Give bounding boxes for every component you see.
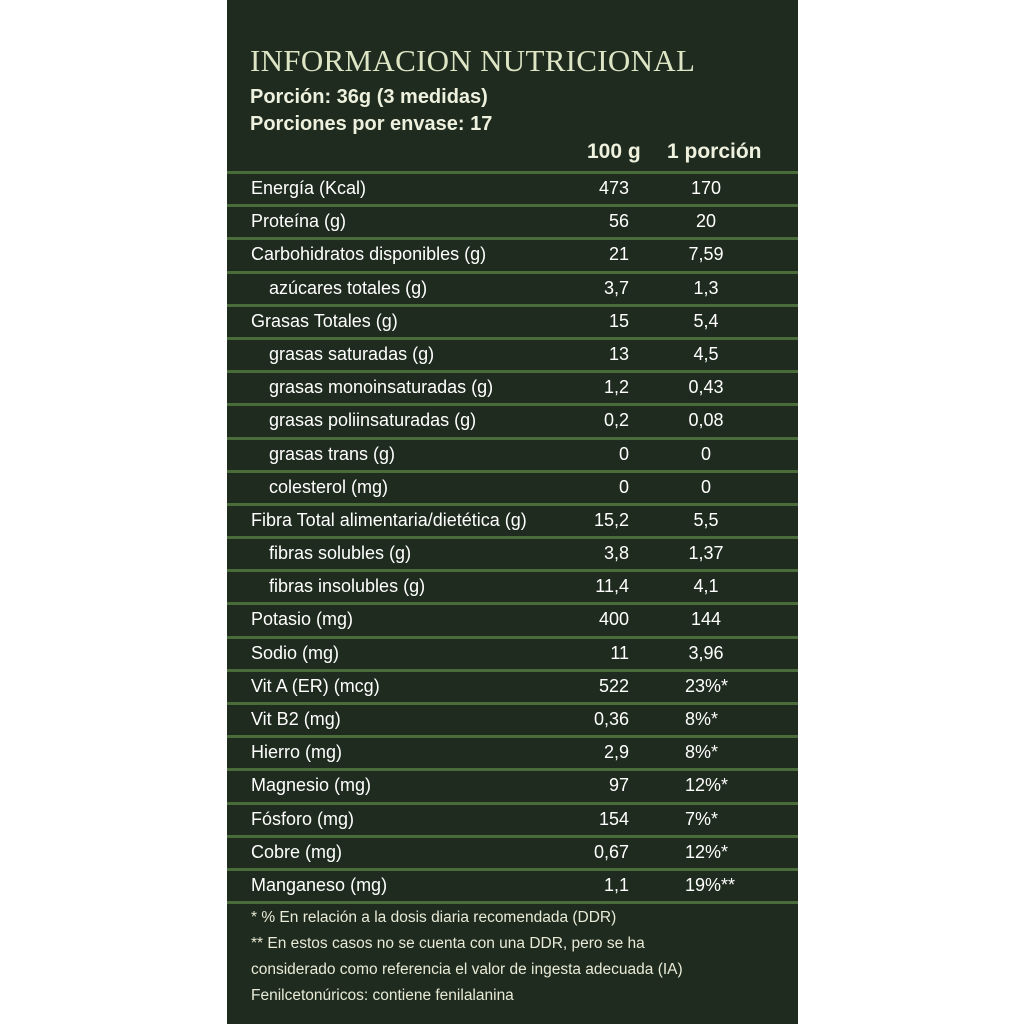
table-row	[227, 569, 798, 602]
table-row	[227, 237, 798, 270]
value-per-portion: 0,43	[688, 377, 724, 398]
value-per-portion: 7%*	[685, 808, 719, 829]
table-row	[227, 536, 798, 569]
value-per-portion: 8%*	[685, 742, 719, 763]
footnote-ia-2: considerado como referencia el valor de ingesta adecuada (IA)	[251, 961, 683, 978]
column-header-portion: 1 porción	[667, 140, 762, 163]
nutrient-label: Fósforo (mg)	[251, 808, 355, 829]
value-per-portion: 4,5	[693, 343, 719, 364]
value-per-portion: 23%*	[685, 675, 729, 696]
nutrient-label: Potasio (mg)	[251, 609, 354, 630]
nutrient-label: Carbohidratos disponibles (g)	[251, 244, 487, 265]
value-per-100g: 0,36	[593, 709, 629, 729]
value-per-portion: 19%**	[685, 874, 736, 895]
value-per-portion: 0,08	[688, 410, 724, 431]
value-per-portion: 12%*	[685, 775, 729, 796]
table-row	[227, 437, 798, 470]
table-bottom-divider	[227, 901, 798, 904]
table-row	[227, 636, 798, 669]
nutrient-label: Manganeso (mg)	[251, 874, 388, 895]
value-per-100g: 15,2	[593, 509, 629, 530]
nutrition-title: INFORMACION NUTRICIONAL	[250, 43, 696, 78]
value-per-100g: 0,67	[593, 841, 629, 862]
table-row	[227, 171, 798, 204]
value-per-portion: 5,5	[693, 509, 719, 530]
value-per-portion: 8%*	[685, 709, 719, 729]
value-per-100g: 13	[608, 343, 629, 364]
value-per-100g: 21	[608, 244, 629, 265]
nutrient-label: colesterol (mg)	[269, 476, 389, 497]
value-per-100g: 1,1	[603, 874, 629, 895]
value-per-portion: 170	[690, 178, 722, 198]
table-row	[227, 403, 798, 436]
table-row	[227, 868, 798, 901]
value-per-portion: 12%*	[685, 841, 729, 862]
table-row	[227, 204, 798, 237]
value-per-100g: 11	[610, 642, 629, 663]
value-per-100g: 56	[608, 211, 629, 232]
table-row	[227, 271, 798, 304]
value-per-portion: 4,1	[693, 576, 719, 597]
value-per-portion: 5,4	[693, 310, 719, 331]
nutrient-label: Proteína (g)	[251, 211, 347, 232]
value-per-100g: 97	[608, 775, 629, 796]
nutrient-label: Cobre (mg)	[251, 841, 343, 862]
value-per-portion: 0	[700, 476, 711, 497]
value-per-portion: 20	[695, 211, 717, 232]
table-row	[227, 768, 798, 801]
value-per-portion: 0	[700, 443, 711, 464]
value-per-100g: 0	[618, 443, 629, 464]
table-row	[227, 802, 798, 835]
column-header-100g: 100 g	[587, 140, 641, 163]
nutrient-label: Magnesio (mg)	[251, 775, 372, 796]
value-per-100g: 3,8	[603, 543, 629, 564]
nutrient-label: Sodio (mg)	[251, 642, 340, 663]
table-row	[227, 735, 798, 768]
nutrient-label: Grasas Totales (g)	[251, 310, 398, 331]
footnote-phenylketonuria: Fenilcetonúricos: contiene fenilalanina	[251, 987, 514, 1004]
nutrient-label: fibras solubles (g)	[269, 543, 412, 564]
table-row	[227, 503, 798, 536]
nutrient-label: Vit A (ER) (mcg)	[251, 675, 380, 696]
nutrient-label: Hierro (mg)	[251, 742, 343, 763]
portions-per-pack: Porciones por envase: 17	[250, 113, 493, 135]
nutrient-label: grasas saturadas (g)	[269, 343, 435, 364]
nutrient-label: grasas monoinsaturadas (g)	[269, 377, 494, 398]
table-row	[227, 835, 798, 868]
value-per-portion: 1,3	[693, 277, 719, 298]
value-per-portion: 144	[690, 609, 722, 630]
nutrient-label: azúcares totales (g)	[269, 277, 428, 298]
value-per-100g: 11,4	[595, 576, 629, 597]
value-per-100g: 522	[598, 675, 629, 696]
value-per-100g: 0,2	[603, 410, 629, 431]
value-per-100g: 1,2	[603, 377, 629, 398]
nutrient-label: Vit B2 (mg)	[251, 709, 341, 729]
table-row	[227, 470, 798, 503]
value-per-100g: 3,7	[603, 277, 629, 298]
table-row	[227, 669, 798, 702]
value-per-100g: 154	[598, 808, 629, 829]
table-row	[227, 337, 798, 370]
nutrient-label: grasas poliinsaturadas (g)	[269, 410, 477, 431]
table-row	[227, 370, 798, 403]
nutrition-panel	[227, 0, 798, 1024]
value-per-100g: 400	[598, 609, 629, 630]
value-per-100g: 0	[618, 476, 629, 497]
table-row	[227, 602, 798, 635]
nutrition-table	[227, 171, 798, 901]
portion-size: Porción: 36g (3 medidas)	[250, 86, 488, 108]
footnotes	[251, 905, 683, 1009]
value-per-portion: 3,96	[688, 642, 724, 663]
footnote-ddr: * % En relación a la dosis diaria recomendada (DDR)	[251, 909, 617, 926]
nutrient-label: grasas trans (g)	[269, 443, 396, 464]
value-per-100g: 473	[598, 178, 629, 198]
value-per-100g: 15	[608, 310, 629, 331]
nutrient-label: Fibra Total alimentaria/dietética (g)	[251, 509, 527, 530]
table-row	[227, 304, 798, 337]
nutrient-label: Energía (Kcal)	[251, 178, 367, 198]
value-per-portion: 1,37	[688, 543, 724, 564]
table-row	[227, 702, 798, 735]
footnote-ia-1: ** En estos casos no se cuenta con una DDR, pero se ha	[251, 935, 645, 952]
value-per-portion: 7,59	[688, 244, 724, 265]
value-per-100g: 2,9	[603, 742, 629, 763]
nutrient-label: fibras insolubles (g)	[269, 576, 426, 597]
